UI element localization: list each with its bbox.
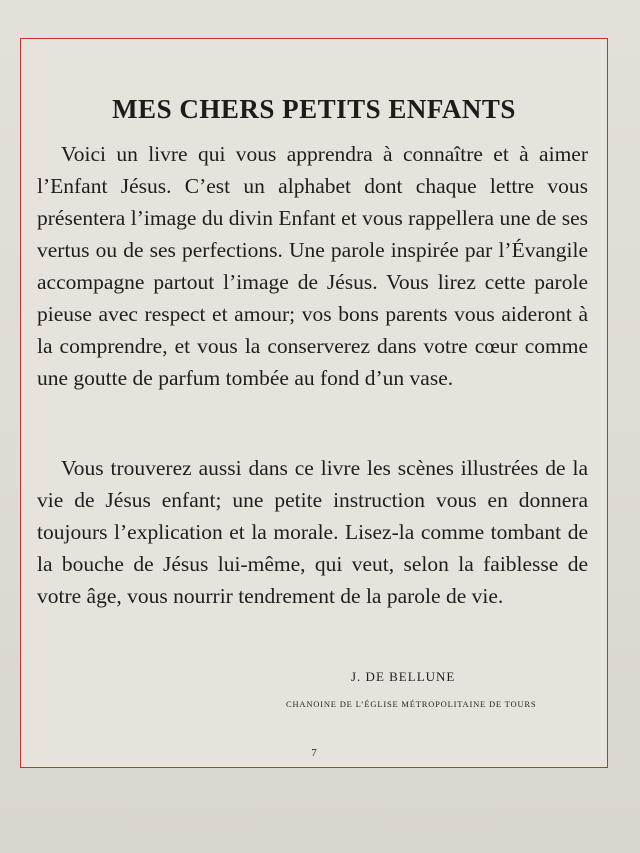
signature-name: J. DE BELLUNE [351,669,456,684]
paragraph-1: Voici un livre qui vous apprendra à connaître et à aimer l’Enfant Jésus. C’est un alphabet dont chaque lettre vous présentera l’image du divin Enfant et vous rappellera une de ses vertus ou de ses perfections. Une parole inspirée par l’Évangile accompagne partout l’image de Jésus. Vous lirez cette parole pieuse avec respect et amour; vos bons parents vous aideront à la comprendre, et vous la conserverez dans votre cœur comme une goutte de parfum tombée au fond d’un vase. [37,142,588,390]
page-title: MES CHERS PETITS ENFANTS [112,94,516,124]
page-border-frame [20,38,608,768]
paragraph-2: Vous trouverez aussi dans ce livre les scènes illustrées de la vie de Jésus enfant; une petite instruction vous en donnera toujours l’explication et la morale. Lisez-la comme tombant de la bouche de Jésus lui-même, qui veut, selon la faiblesse de votre âge, vous nourrir tendrement de la parole de vie. [37,456,588,608]
signature-title: CHANOINE DE L’ÉGLISE MÉTROPOLITAINE DE TOURS [286,699,537,709]
page-number: 7 [311,747,317,759]
